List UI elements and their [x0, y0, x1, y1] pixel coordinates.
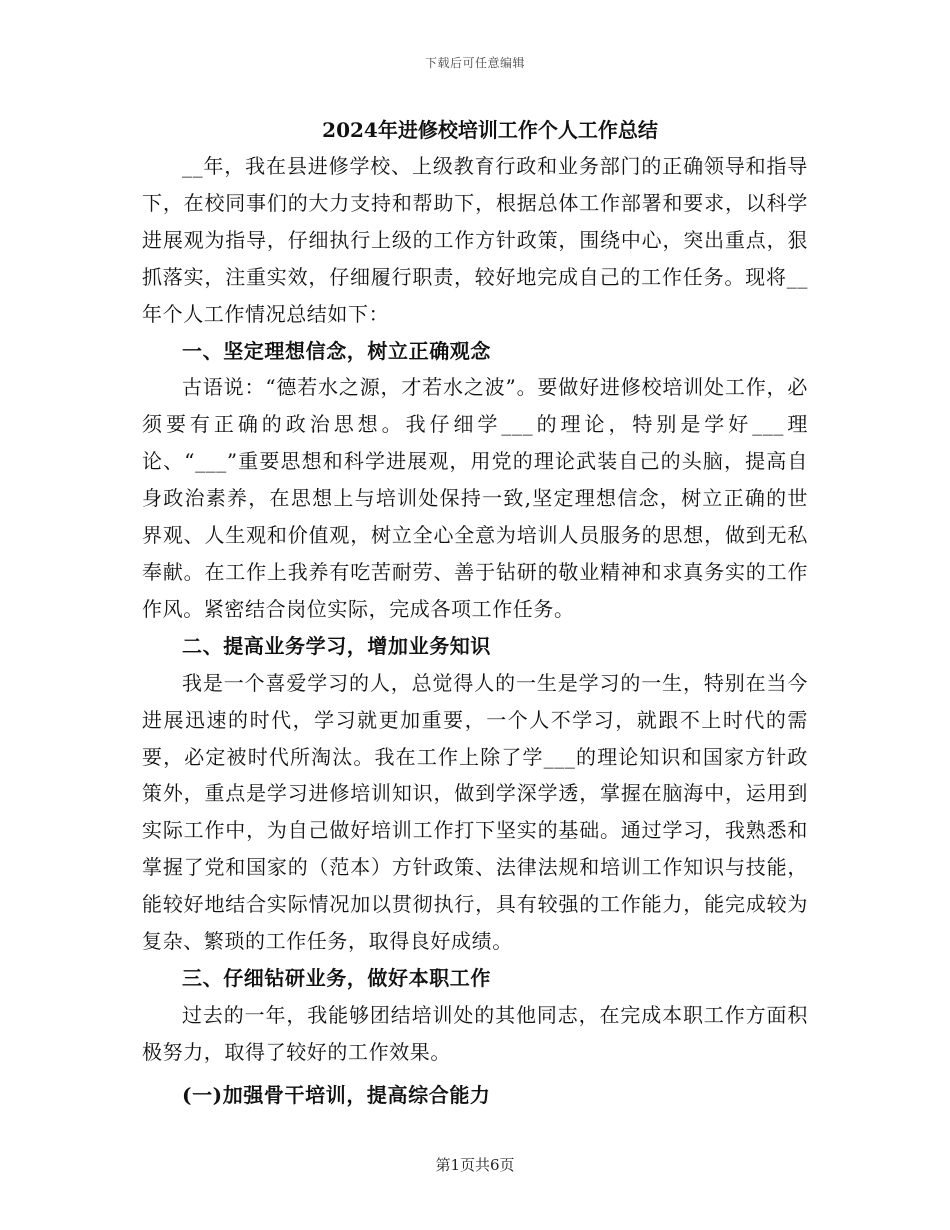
section-heading-1: 一、坚定理想信念，树立正确观念: [182, 338, 491, 363]
paragraph-section-1: 古语说：“德若水之源，才若水之波”。要做好进修校培训处工作，必须要有正确的政治思想。我仔细学___的理论，特别是学好___理论、“___”重要思想和科学进展观，用党的理论武装自己的头脑，提高自身政治素养，在思想上与培训处保持一致,坚定理想信念，树立正确的世界观、人生观和价值观，树立全心全意为培训人员服务的思想，做到无私奉献。在工作上我养有吃苦耐劳、善于钻研的敬业精神和求真务实的工作作风。紧密结合岗位实际，完成各项工作任务。: [142, 375, 808, 621]
paragraph-section-3: 过去的一年，我能够团结培训处的其他同志，在完成本职工作方面积极努力，取得了较好的工作效果。: [142, 1002, 808, 1064]
document-title: 2024年进修校培训工作个人工作总结: [322, 118, 658, 142]
page-header: 下载后可任意编辑: [424, 56, 525, 70]
section-heading-2: 二、提高业务学习，增加业务知识: [182, 633, 491, 658]
section-heading-3: 三、仔细钻研业务，做好本职工作: [182, 965, 491, 990]
paragraph-intro: __年，我在县进修学校、上级教育行政和业务部门的正确领导和指导下，在校同事们的大力支持和帮助下，根据总体工作部署和要求，以科学进展观为指导，仔细执行上级的工作方针政策，围绕中心，突出重点，狠抓落实，注重实效，仔细履行职责，较好地完成自己的工作任务。现将__年个人工作情况总结如下：: [142, 154, 808, 326]
page-footer: 第1页共6页: [435, 1156, 515, 1174]
document-body: [142, 112, 808, 1114]
paragraph-section-2: 我是一个喜爱学习的人，总觉得人的一生是学习的一生，特别在当今进展迅速的时代，学习就更加重要，一个人不学习，就跟不上时代的需要，必定被时代所淘汰。我在工作上除了学___的理论知识和国家方针政策外，重点是学习进修培训知识，做到学深学透，掌握在脑海中，运用到实际工作中，为自己做好培训工作打下坚实的基础。通过学习，我熟悉和掌握了党和国家的（范本）方针政策、法律法规和培训工作知识与技能，能较好地结合实际情况加以贯彻执行，具有较强的工作能力，能完成较为复杂、繁琐的工作任务，取得良好成绩。: [142, 670, 808, 954]
subsection-heading-1: (一)加强骨干培训，提高综合能力: [182, 1082, 491, 1107]
